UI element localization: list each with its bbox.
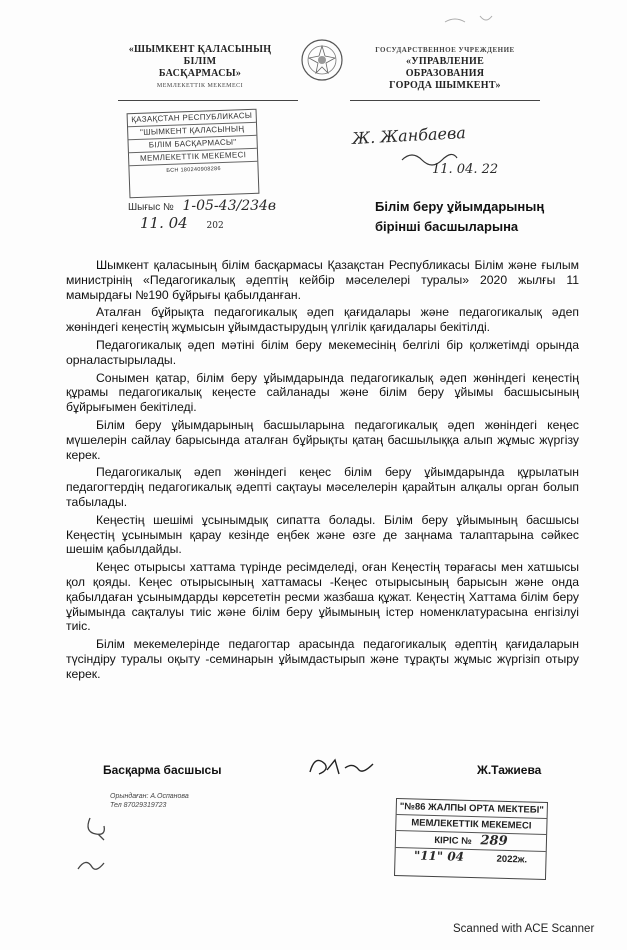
letterhead-left-line: БАСҚАРМАСЫ»: [158, 68, 242, 79]
letterhead-right-line: ОБРАЗОВАНИЯ: [405, 68, 485, 79]
body-paragraph: Білім мекемелерінде педагогтар арасында педагогикалық әдептің қағидаларын түсіндіру туралы оқыту -семинарын ұйымдастырып және тұрақты жұмыс жүргізіп отыру керек.: [66, 637, 579, 681]
letterhead-left-line: БІЛІМ: [183, 56, 217, 67]
stamp-line: ҚАЗАҚСТАН РЕСПУБЛИКАСЫ: [128, 110, 256, 127]
margin-scribble-icon: [84, 812, 124, 842]
incoming-stamp: [394, 798, 548, 880]
outgoing-date: [140, 214, 224, 232]
executor-phone: Тел 87029319723: [110, 802, 167, 809]
body-paragraph: Кеңестің шешімі ұсынымдық сипатта болады. Білім беру ұйымының басшысы Кеңестің ұсынымын қарау кезінде еңбек және өзге де заңнама талаптарына сәйкес шешім қабылдайды.: [66, 512, 579, 557]
incoming-label: КІРІС №: [434, 835, 472, 848]
letterhead-right-line: «УПРАВЛЕНИЕ: [405, 56, 485, 67]
letterhead-left-line: «ШЫМКЕНТ ҚАЛАСЫНЫҢ: [128, 44, 272, 55]
outgoing-number: 1-05-43/234в: [182, 198, 277, 214]
stamp-line: БІЛІМ БАСҚАРМАСЫ": [128, 136, 256, 153]
letterhead-left-sub: МЕМЛЕКЕТТІК МЕКЕМЕСІ: [156, 83, 244, 89]
signature-title: Басқарма басшысы: [103, 763, 222, 777]
incoming-stamp-line: "№86 ЖАЛПЫ ОРТА МЕКТЕБІ": [397, 799, 547, 819]
outgoing-date-written: 11. 04: [140, 214, 188, 232]
body-paragraph: Шымкент қаласының білім басқармасы Қазақстан Республикасы Білім және ғылым министрінің «Педагогикалық әдептің кейбір мәселелері туралы» 2020 жылғы 11 мамырдағы №190 бұйрығы қабылданған.: [66, 258, 579, 302]
addressee-line: Білім беру ұйымдарының: [375, 199, 545, 214]
resolution-date: 11. 04. 22: [432, 162, 499, 177]
executor-info: [110, 792, 189, 810]
faint-mark-icon: [440, 10, 520, 30]
incoming-stamp-line: МЕМЛЕКЕТТІК МЕКЕМЕСІ: [396, 815, 546, 835]
stamp-line: "ШЫМКЕНТ ҚАЛАСЫНЫҢ: [128, 123, 256, 140]
signature-name: Ж.Тажиева: [477, 763, 542, 777]
resolution-name: Ж. Жанбаева: [351, 123, 467, 148]
margin-scribble-icon: [74, 855, 114, 875]
handwritten-signature-icon: [305, 752, 385, 782]
executor-name: Орындаған: А.Оспанова: [110, 793, 189, 800]
addressee: [375, 197, 585, 237]
body-paragraph: Сонымен қатар, білім беру ұйымдарында педагогикалық әдеп жөніндегі кеңестің құрамы педагогикалық кеңесте сайланады және білім беру ұйымы басшысының бұйрығымен бекітіледі.: [66, 370, 579, 415]
letterhead-right: [360, 44, 530, 92]
incoming-date: "11" 04: [413, 848, 465, 864]
outgoing-stamp: [127, 109, 260, 198]
state-emblem-icon: [300, 38, 344, 82]
stamp-line: МЕМЛЕКЕТТІК МЕКЕМЕСІ: [129, 149, 257, 166]
stamp-line: БСН 180240908286: [166, 166, 221, 174]
body-paragraph: Білім беру ұйымдарының басшыларына педагогикалық әдеп жөніндегі кеңес мүшелерін сайлау барысында аталған бұйрықты қатаң басшылыққа алып жұмыс жүргізу керек.: [66, 417, 579, 462]
letterhead-right-line: ГОРОДА ШЫМКЕНТ»: [389, 80, 501, 91]
body-paragraph: Педагогикалық әдеп жөніндегі кеңес білім беру ұйымдарында құрылатын педагогтердің педагогикалық әдепті сақтауы мәселелерін қарайтын алқалы орган болып табылады.: [66, 465, 579, 509]
letterhead-divider-left: [118, 100, 298, 101]
letter-body: [66, 258, 579, 685]
incoming-year: 2022ж.: [496, 853, 528, 866]
letterhead-left: [125, 44, 275, 92]
outgoing-registration: [128, 198, 276, 214]
incoming-stamp-date-row: [395, 848, 545, 868]
incoming-number: 289: [480, 833, 508, 849]
body-paragraph: Кеңес отырысы хаттама түрінде ресімделеді, оған Кеңестің төрағасы мен хатшысы қол қояды. Кеңес отырысының хаттамасы -Кеңес отырысының барысын және онда қабылдаған ұсынымдарды көрсететін ресми жазбаша құжат. Кеңестің Хаттама білім беру ұйымында сақталуы тиіс және білім беру ұйымының істер номенклатурасына енгізілуі тиіс.: [66, 560, 579, 634]
body-paragraph: Педагогикалық әдеп мәтіні білім беру мекемесінің белгілі бір қолжетімді орында орналастырылады.: [66, 337, 579, 367]
letterhead-right-line: ГОСУДАРСТВЕННОЕ УЧРЕЖДЕНИЕ: [375, 46, 515, 54]
outgoing-label: Шығыс №: [128, 202, 174, 213]
letterhead-divider-right: [350, 100, 540, 101]
scanner-footer: Scanned with ACE Scanner: [453, 923, 595, 935]
body-paragraph: Аталған бұйрықта педагогикалық әдеп қағидалары және педагогикалық әдеп жөніндегі кеңестің жұмысын ұйымдастырудың үлгілік қағидалары бекітілді.: [66, 305, 579, 335]
outgoing-year: 202: [206, 221, 224, 231]
addressee-line: бірінші басшыларына: [375, 219, 519, 234]
